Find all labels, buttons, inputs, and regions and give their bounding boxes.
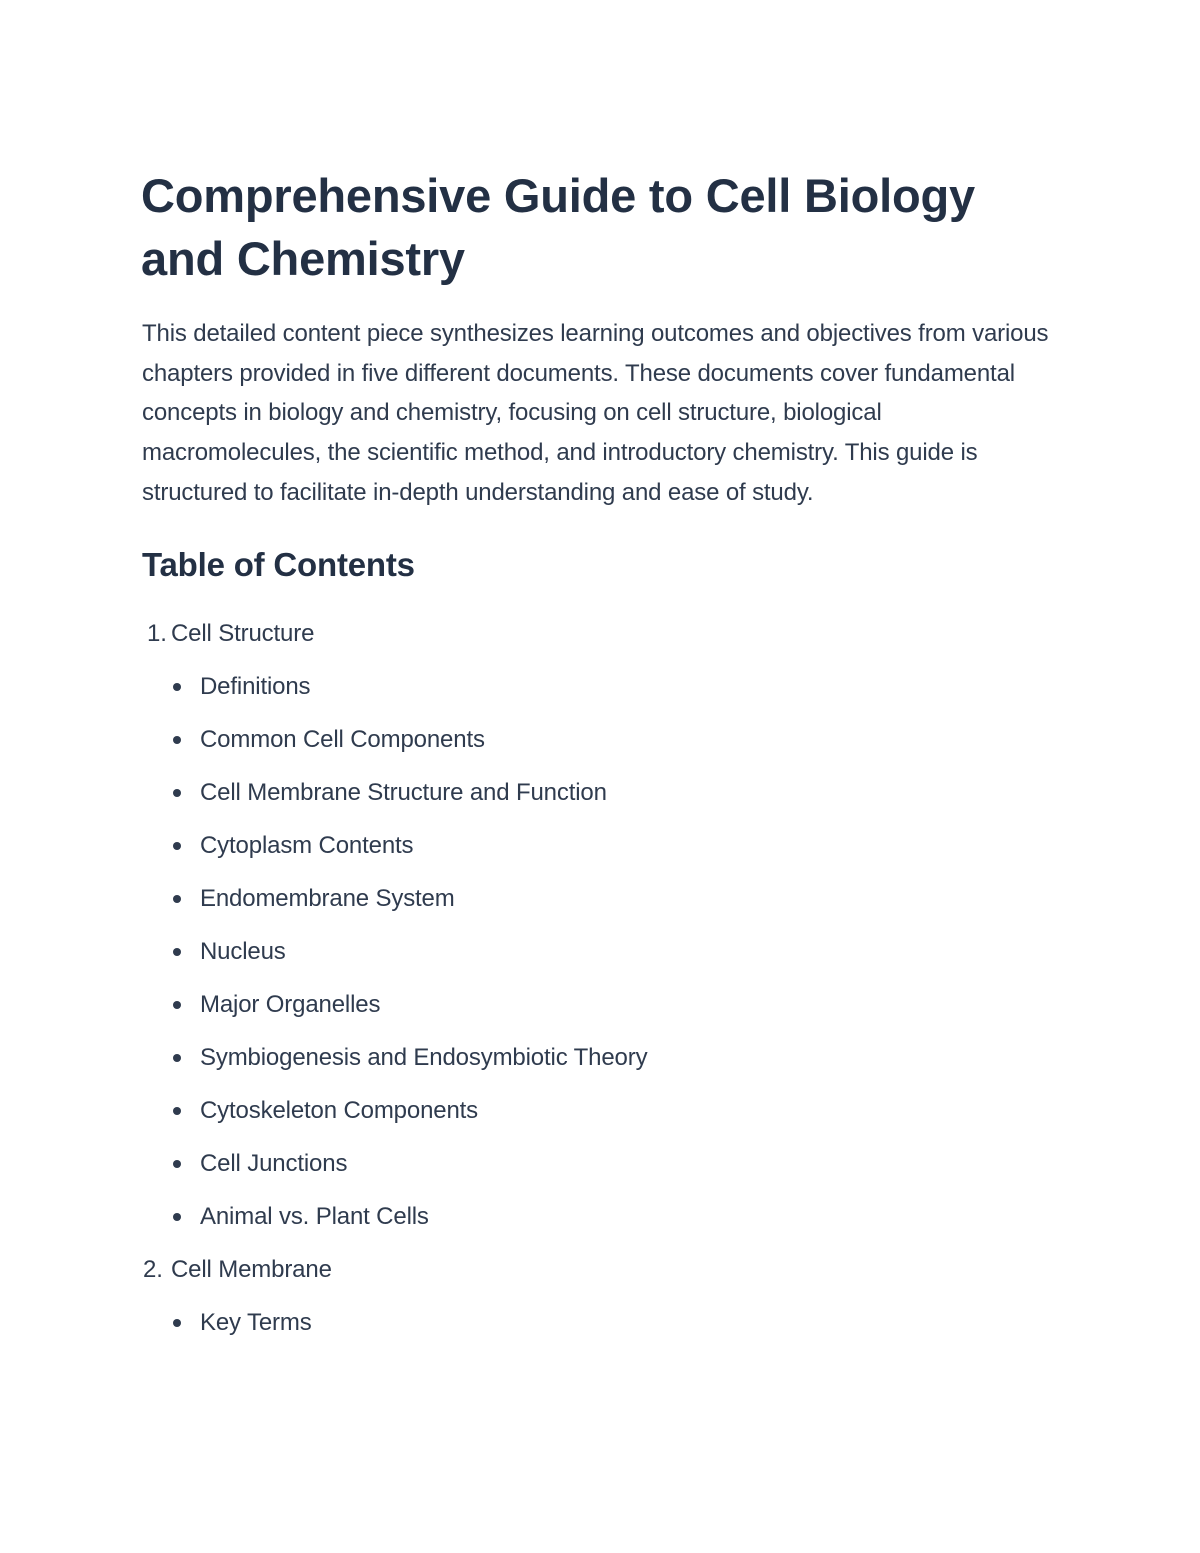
toc-section-title (142, 607, 1062, 660)
bullet-icon (173, 842, 181, 850)
toc-section-number: 1. (147, 619, 167, 647)
list-item (142, 925, 1062, 978)
bullet-icon (173, 1160, 181, 1168)
list-item (142, 872, 1062, 925)
bullet-icon (173, 789, 181, 797)
list-item-label: Nucleus (200, 937, 286, 965)
list-item (142, 660, 1062, 713)
list-item-label: Endomembrane System (200, 884, 455, 912)
document-page (142, 164, 1062, 1349)
toc-section-cell-structure (142, 607, 1062, 1243)
toc-section-label: Cell Membrane (171, 1255, 332, 1283)
list-item-label: Symbiogenesis and Endosymbiotic Theory (200, 1043, 648, 1071)
list-item (142, 1031, 1062, 1084)
bullet-icon (173, 1054, 181, 1062)
bullet-icon (173, 1001, 181, 1009)
list-item (142, 1296, 1062, 1349)
bullet-icon (173, 736, 181, 744)
list-item-label: Cell Membrane Structure and Function (200, 778, 607, 806)
list-item-label: Common Cell Components (200, 725, 485, 753)
table-of-contents (142, 607, 1062, 1349)
list-item-label: Cell Junctions (200, 1149, 348, 1177)
bullet-icon (173, 1213, 181, 1221)
bullet-icon (173, 683, 181, 691)
list-item-label: Cytoskeleton Components (200, 1096, 479, 1124)
list-item (142, 766, 1062, 819)
document-title: Comprehensive Guide to Cell Biology and Chemistry (141, 169, 975, 285)
bullet-icon (173, 895, 181, 903)
toc-section-title (142, 1243, 1062, 1296)
list-item-label: Major Organelles (200, 990, 381, 1018)
list-item (142, 1084, 1062, 1137)
list-item (142, 819, 1062, 872)
list-item (142, 978, 1062, 1031)
toc-section-number: 2. (143, 1255, 163, 1283)
toc-section-label: Cell Structure (171, 619, 315, 647)
toc-heading: Table of Contents (142, 545, 415, 583)
list-item (142, 1190, 1062, 1243)
intro-paragraph: This detailed content piece synthesizes learning outcomes and objectives from various chapters provided in five different documents. These documents cover fundamental concepts in biology and chemistry, focusing on cell structure, biological macromolecules, the scientific method, and introductory chemistry. This guide is structured to facilitate in-depth understanding and ease of study. (142, 320, 1049, 506)
toc-section-cell-membrane (142, 1243, 1062, 1349)
list-item-label: Key Terms (200, 1308, 312, 1336)
toc-subsection-list (142, 660, 1062, 1243)
bullet-icon (173, 1107, 181, 1115)
list-item-label: Animal vs. Plant Cells (200, 1202, 429, 1230)
list-item (142, 1137, 1062, 1190)
list-item-label: Cytoplasm Contents (200, 831, 414, 859)
bullet-icon (173, 948, 181, 956)
list-item (142, 713, 1062, 766)
bullet-icon (173, 1319, 181, 1327)
list-item-label: Definitions (200, 672, 311, 700)
toc-subsection-list (142, 1296, 1062, 1349)
